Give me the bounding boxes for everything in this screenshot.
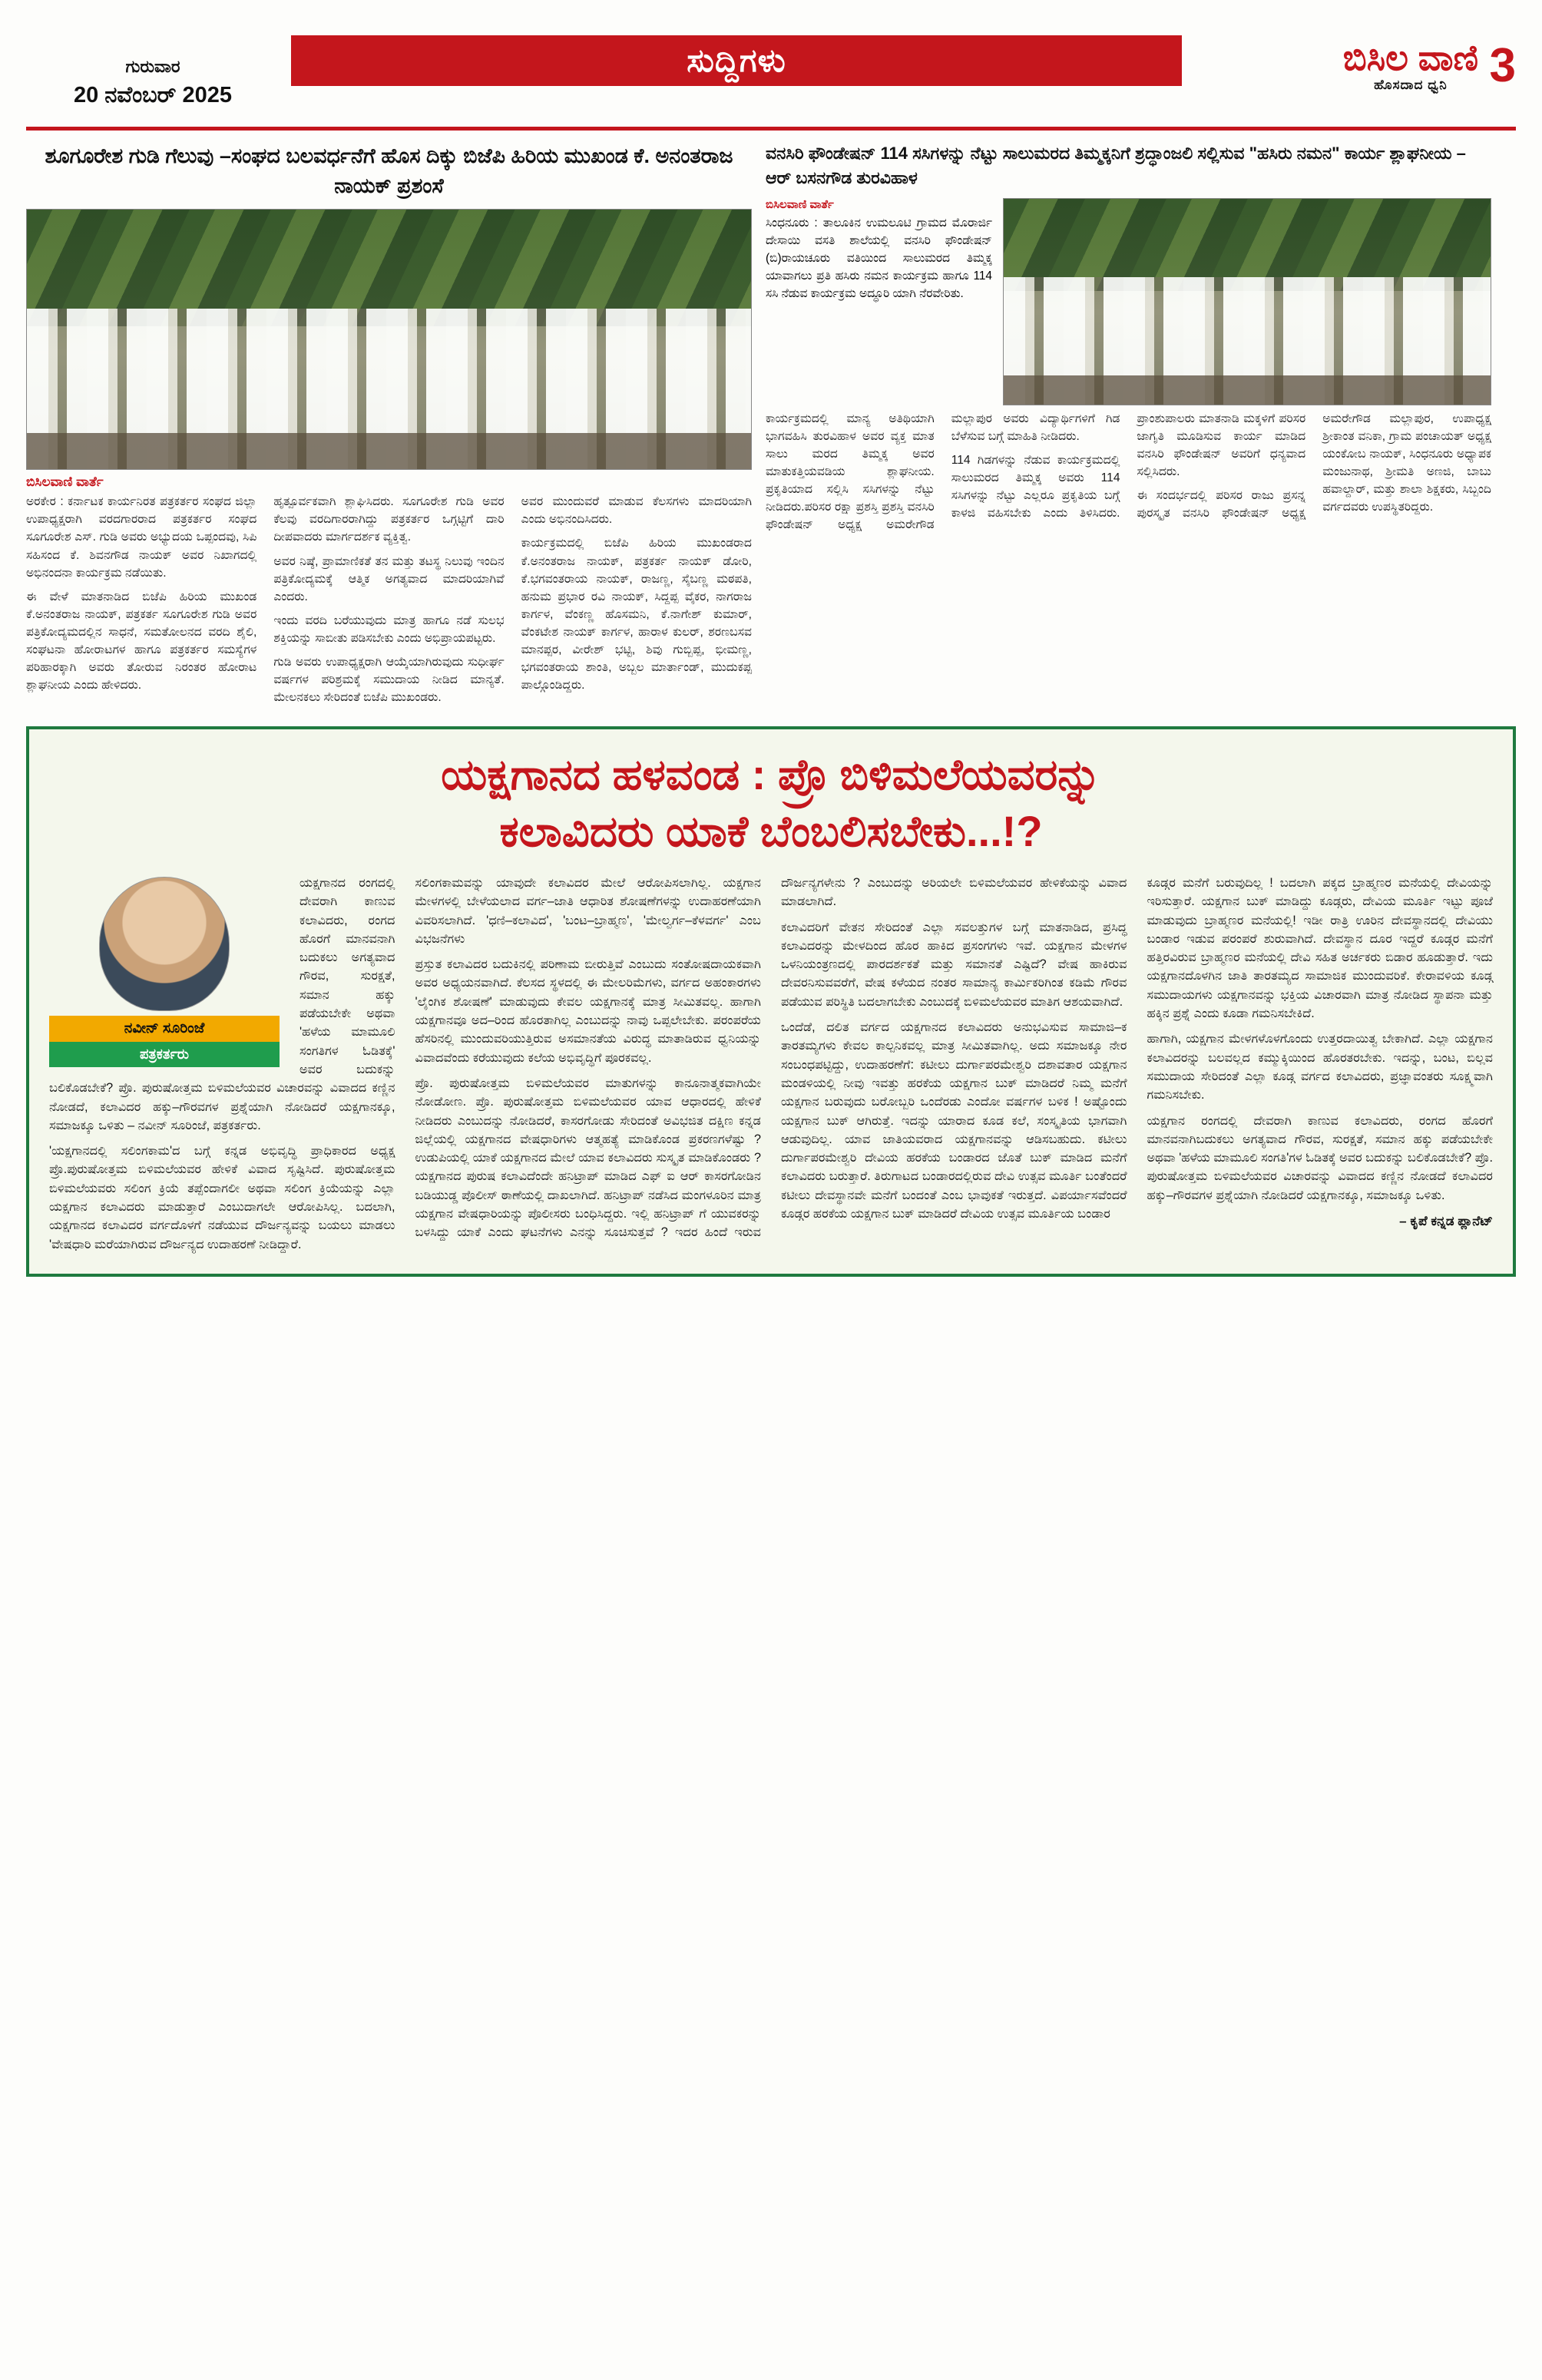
page-number: 3 (1489, 38, 1516, 92)
paragraph: ಯಕ್ಷಗಾನದ ರಂಗದಲ್ಲಿ ದೇವರಾಗಿ ಕಾಣುವ ಕಲಾವಿದರು, ರಂಗದ ಹೊರಗೆ ಮಾನವನಾಗಿ ಬದುಕಲು ಅಗತ್ಯವಾದ ಗೌರವ, ಸುರಕ್ಷತೆ, ಸಮಾನ ಹಕ್ಕು ಪಡೆಯಬೇಕೇ ಅಥವಾ 'ಹಳೆಯ ಮಾಮೂಲಿ ಸಂಗತಿಗಳ ಓಡಿತಕ್ಕೆ' ಅವರ ಬದುಕನ್ನು ಬಲಿಕೊಡಬೇಕೆ? ಪ್ರೊ. ಪುರುಷೋತ್ತಮ ಬಿಳಿಮಲೆಯವರ ವಿಚಾರವನ್ನು ವಿವಾದದ ಕಣ್ಣಿನ ನೋಡದೆ, ಕಲಾವಿದರ ಹಕ್ಕು–ಗೌರವಗಳ ಪ್ರಶ್ನೆಯಾಗಿ ನೋಡಿದರೆ ಯಕ್ಷಗಾನಕ್ಕೂ, ಸಮಾಜಕ್ಕೂ ಒಳಿತು – ನವೀನ್ ಸೂರಿಂಜೆ, ಪತ್ರಕರ್ತರು. (49, 875, 395, 1132)
paragraph: ಕಲಾವಿದರಿಗೆ ವೇತನ ಸೇರಿದಂತೆ ಎಲ್ಲಾ ಸವಲತ್ತುಗಳ ಬಗ್ಗೆ ಮಾತನಾಡಿದ, ಪ್ರಸಿದ್ಧ ಕಲಾವಿದರನ್ನು ಮೇಳದಿಂದ ಹೊರ ಹಾಕಿದ ಪ್ರಸಂಗಗಳು ಇವೆ. ಯಕ್ಷಗಾನ ಮೇಳಗಳ ಒಳನಿಯಂತ್ರಣದಲ್ಲಿ ಪಾರದರ್ಶಕತೆ ಮತ್ತು ಸಮಾನತೆ ಎಷ್ಟಿದೆ? ವೇಷ ಹಾಕಿರುವ ದೇವರನಿಸುವವರೆಗೆ, ವೇಷ ಕಳೆಯದ ನಂತರ ಸಾಮಾನ್ಯ ಕಾರ್ಮಿಕರಿಗಿಂತ ಕಡಿಮೆ ಗೌರವ ಪಡೆಯುವ ಪರಿಸ್ಥಿತಿ ಬದಲಾಗಬೇಕು ಎಂಬುದಕ್ಕೆ ಬಿಳಿಮಲೆಯವರ ಮಾತಿಗ ಆಶಯವಾಗಿದೆ. (781, 920, 1127, 1009)
paragraph: ಕಾರ್ಯಕ್ರಮದಲ್ಲಿ ಮಾನ್ಯ ಅತಿಥಿಯಾಗಿ ಭಾಗವಹಿಸಿ ತುರವಿಹಾಳ ಅವರ ವ್ಯಕ್ತ ಮಾತ ಸಾಲು ಮರದ ತಿಮ್ಮಕ್ಕ ಅವರ ಮಾತುಕತ್ತಿಯವಡಿಯ ಶ್ಲಾಘನೀಯ. ಪ್ರಕೃತಿಯಾದ ಸಲ್ಲಿಸಿ ಸಸಿಗಳನ್ನು ನೆಟ್ಟು ನೀಡಿದರು.ಪರಿಸರ ರಕ್ಷಾ ಪ್ರಶಸ್ತಿ ಪ್ರಶಸ್ತಿ ವನಸಿರಿ ಫೌಂಡೇಷನ್ ಅಧ್ಯಕ್ಷ ಅಮರೇಗೌಡ ಮಲ್ಲಾಪುರ ಅವರು ವಿದ್ಯಾರ್ಥಿಗಳಿಗೆ ಗಿಡ ಬೆಳೆಸುವ ಬಗ್ಗೆ ಮಾಹಿತಿ ನೀಡಿದರು. (766, 412, 1120, 532)
story-right-photo (1003, 198, 1491, 405)
paragraph: 114 ಗಿಡಗಳನ್ನು ನೆಡುವ ಕಾರ್ಯಕ್ರಮದಲ್ಲಿ ಸಾಲುಮರದ ತಿಮ್ಮಕ್ಕ ಅವರು 114 ಸಸಿಗಳನ್ನು ನೆಟ್ಟು ಎಲ್ಲರೂ ಪ್ರಕೃತಿಯ ಬಗ್ಗೆ ಕಾಳಜಿ ವಹಿಸಬೇಕು ಎಂದು ತಿಳಿಸಿದರು. ಪ್ರಾಂಶುಪಾಲರು ಮಾತನಾಡಿ ಮಕ್ಕಳಿಗೆ ಪರಿಸರ ಜಾಗೃತಿ ಮೂಡಿಸುವ ಕಾರ್ಯ ಮಾಡಿದ ವನಸಿರಿ ಫೌಂಡೇಷನ್ ಅವರಿಗೆ ಧನ್ಯವಾದ ಸಲ್ಲಿಸಿದರು. (951, 412, 1306, 521)
publication-logo (1343, 40, 1478, 91)
story-left-photo (26, 209, 752, 470)
author-role: ಪತ್ರಕರ್ತರು (49, 1042, 280, 1067)
paragraph: ಕೂಡ್ಗರ ಮನೆಗೆ ಬರುವುದಿಲ್ಲ ! ಬದಲಾಗಿ ಪಕ್ಕದ ಬ್ರಾಹ್ಮಣರ ಮನೆಯಲ್ಲಿ ದೇವಿಯನ್ನು ಇರಿಸುತ್ತಾರೆ. ಯಕ್ಷಗಾನ ಬುಕ್ ಮಾಡಿದ್ದು ಕೂಡ್ಗರು, ದೇವಿಯ ಮೂರ್ತಿ ಇಟ್ಟು ಪೂಜೆ ಮಾಡುವುದು ಬ್ರಾಹ್ಮಣರ ಮನೆಯಲ್ಲಿ! ಇಡೀ ರಾತ್ರಿ ಊರಿನ ದೇವಸ್ಥಾನದಲ್ಲಿ ದೇವಿಯು ಬಂಡಾರ ಇಡುವ ಪರಂಪರೆ ಶುರುವಾಗಿದೆ. ದೇವಸ್ಥಾನ ದೂರ ಇದ್ದರೆ ಕೂಡ್ಗರ ಮನೆಗೆ ಹತ್ತಿರವಿರುವ ಬ್ರಾಹ್ಮಣರ ಮನೆಯಲ್ಲಿ ದೇವಿ ಸಹಿತ ಅರ್ಚಕರು ಬಿಡಾರ ಹೂಡುತ್ತಾರೆ. ಇದು ಯಕ್ಷಗಾನದೊಳಗಿನ ಜಾತಿ ತಾರತಮ್ಯದ ಸಾಮಾಜಿಕ ಮುಂದುವರಿಕೆ. ಕೇರಾವಳಿಯ ಕೂಡ್ಗ ಸಮುದಾಯಗಳು ಯಕ್ಷಗಾನವನ್ನು ಭಕ್ತಿಯ ವಿಚಾರವಾಗಿ ಮಾತ್ರ ನೋಡಿದ ಸ್ಥಾಪನಾ ಮತ್ತು ಹಕ್ಕಿನ ಪ್ರಶ್ನೆ ಎಂದು ಕೂಡಾ ಗಮನಿಸಬೇಕಿದೆ. (1147, 875, 1493, 1021)
paragraph: ಈ ಸಂದರ್ಭದಲ್ಲಿ ಪರಿಸರ ರಾಜು ಪ್ರಸನ್ನ ಪುರಸ್ಕೃತ ವನಸಿರಿ ಫೌಂಡೇಷನ್ ಅಧ್ಯಕ್ಷ ಅಮರೇಗೌಡ ಮಲ್ಲಾಪುರ, ಉಪಾಧ್ಯಕ್ಷ ಶ್ರೀಕಾಂತ ವನಿಕಾ, ಗ್ರಾಮ ಪಂಚಾಯತ್ ಅಧ್ಯಕ್ಷ ಯಂಕೋಬ ನಾಯಕ್, ಸಿಂಧನೂರು ಅಧ್ಯಾಪಕ ಮಂಜುನಾಥ, ಶ್ರೀಮತಿ ಅಣಜಿ, ಬಾಬು ಹವಾಲ್ದಾರ್, ಮತ್ತು ಶಾಲಾ ಶಿಕ್ಷಕರು, ಸಿಬ್ಬಂದಿ ವರ್ಗದವರು ಉಪಸ್ಥಿತರಿದ್ದರು. (1137, 412, 1491, 521)
story-left-byline-tag: ಬಿಸಿಲವಾಣಿ ವಾರ್ತೆ (26, 474, 104, 490)
masthead-day: ಗುರುವಾರ (125, 57, 180, 76)
paragraph: ಕಾರ್ಯಕ್ರಮದಲ್ಲಿ ಬಿಜೆಪಿ ಹಿರಿಯ ಮುಖಂಡರಾದ ಕೆ.ಅನಂತರಾಜ ನಾಯಕ್, ಪತ್ರಕರ್ತ ನಾಯಕ್ ಡೋರಿ, ಕೆ.ಭಗವಂತರಾಯ ನಾಯಕ್, ರಾಜಣ್ಣ, ಸೈಬಣ್ಣ ಮಠಪತಿ, ಹನುಮ ಪ್ರಭಾರ ರವಿ ನಾಯಕ್, ಸಿದ್ದಪ್ಪ ವೈಕರ, ನಾಗರಾಜ ಕಾರ್ಗಳ, ವೆಂಕಣ್ಣ ಹೊಸಮನಿ, ಕೆ.ನಾಗೇಶ್ ಕುಮಾರ್, ವೆಂಕಟೇಶ ನಾಯಕ್ ಕಾರ್ಗಳ, ಹಾರಾಳ ಕುಲರ್, ಶರಣಬಸವ ಮಾನಪ್ಪರ, ವೀರೇಶ್ ಭಟ್ಟಿ, ಶಿವು ಗುಬ್ಬಿಪ್ಪ, ಭೀಮಣ್ಣ, ಭಗವಂತರಾಯ ಶಾಂತಿ, ಅಬ್ಬಲ ಮಾರ್ತಾಂಡ್, ಮುದುಕಪ್ಪ ಪಾಲ್ಗೊಂಡಿದ್ದರು. (521, 537, 752, 693)
story-right-photo-col (1003, 198, 1491, 405)
masthead-center (280, 21, 1193, 112)
photo-foreground (1004, 375, 1491, 405)
feature-headline-line1: ಯಕ್ಷಗಾನದ ಹಳವಂಡ : ಪ್ರೊ ಬಿಳಿಮಲೆಯವರನ್ನು (441, 750, 1101, 799)
masthead-date-block (26, 21, 280, 113)
paragraph: ಒಂದೆಡೆ, ದಲಿತ ವರ್ಗದ ಯಕ್ಷಗಾನದ ಕಲಾವಿದರು ಅನುಭವಿಸುವ ಸಾಮಾಜಿ–ಕ ತಾರತಮ್ಯಗಳು ಕೇವಲ ಕಾಲ್ಪನಿಕವಲ್ಲ ಮಾತ್ರ ಸೀಮಿತವಾಗಿಲ್ಲ. ಅದು ಸಮಾಜಕ್ಕೂ ನೇರ ಸಂಬಂಧಪಟ್ಟಿದ್ದು, ಉದಾಹರಣೆಗೆ: ಕಟೀಲು ದುರ್ಗಾಪರಮೇಶ್ವರಿ ದಶಾವತಾರ ಯಕ್ಷಗಾನ ಮಂಡಳಿಯಲ್ಲಿ ನೀವು ಇವತ್ತು ಹರಕೆಯ ಯಕ್ಷಗಾನ ಬುಕ್ ಮಾಡಿದರೆ ನಿಮ್ಮ ಮನೆಗೆ ಯಕ್ಷಗಾನ ಬರುವುದು ಬರೋಬ್ಬರಿ ಒಂದೆರಡು ಎಂದೋ ವರ್ಷಗಳ ಬಳಿಕ ! ಅಷ್ಟೊಂದು ಯಕ್ಷಗಾನ ಬುಕ್ ಆಗಿರುತ್ತೆ. ಇದನ್ನು ಯಾರಾದ ಕೂಡ ಕಲೆ, ಸಂಸ್ಕೃತಿಯ ಭಾಗವಾಗಿ ಆಡುವುದಿಲ್ಲ. ಯಾವ ಜಾತಿಯವರಾದ ಯಕ್ಷಗಾನವನ್ನು ಆಡಿಸಬಹುದು. ಕಟೀಲು ದುರ್ಗಾಪರಮೇಶ್ವರಿ ದೇವಿಯ ಹರಕೆಯ ಬಂಡಾರದ ಜೊತೆ ಬುಕ್ ಮಾಡಿದ ಮನೆಗೆ ಕಲಾವಿದರು ಬರುತ್ತಾರೆ. ತಿರುಗಾಟದ ಬಂಡಾರದಲ್ಲಿರುವ ದೇವಿ ಉತ್ಸವ ಮೂರ್ತಿ ಬಂತೆಂದರೆ ಕಟೀಲು ದೇವಸ್ಥಾನವೇ ಮನೆಗೆ ಬಂದಂತೆ ಎಂಬ ಭಾವುಕತೆ ಇರುತ್ತದೆ. ವಿಪರ್ಯಾಸವೆಂದರೆ ಕೂಡ್ಗರ ಹರಕೆಯ ಯಕ್ಷಗಾನ ಬುಕ್ ಮಾಡಿದರೆ ದೇವಿಯ ಉತ್ಸವ ಮೂರ್ತಿಯ ಬಂಡಾರ (781, 1020, 1127, 1221)
story-right-body (766, 410, 1491, 534)
paragraph: ಈ ವೇಳೆ ಮಾತನಾಡಿದ ಬಿಜೆಪಿ ಹಿರಿಯ ಮುಖಂಡ ಕೆ.ಅನಂತರಾಜ ನಾಯಕ್, ಪತ್ರಕರ್ತ ಸೂಗೂರೇಶ ಗುಡಿ ಅವರ ಪತ್ರಿಕೋದ್ಯಮದಲ್ಲಿನ ಸಾಧನೆ, ಸಮತೋಲನದ ವರದಿ ಶೈಲಿ, ಸಂಘಟನಾ ಹೋರಾಟಗಳ ಹಾಗೂ ಪತ್ರಕರ್ತರ ಸಮಸ್ಯೆಗಳ ಪರಿಹಾರಕ್ಕಾಗಿ ಅವರು ತೋರುವ ನಿರಂತರ ಹೋರಾಟ ಶ್ಲಾಘನೀಯ ಎಂದು ಹೇಳಿದರು. (26, 590, 257, 693)
story-left (26, 141, 752, 706)
paragraph: ಹಾಗಾಗಿ, ಯಕ್ಷಗಾನ ಮೇಳಗಳೊಳಗೊಂದು ಉತ್ತರದಾಯಿತ್ವ ಬೇಕಾಗಿದೆ. ಎಲ್ಲಾ ಯಕ್ಷಗಾನ ಕಲಾವಿದರನ್ನು ಬಲವಲ್ಲದ ಕಮ್ಮುಕ್ಕಿಯಿಂದ ಹೊರತರಬೇಕು. ಇದನ್ನು, ಬಂಟ, ಬಿಲ್ಲವ ಸಮುದಾಯ ಸೇರಿದಂತೆ ಎಲ್ಲಾ ಕೂಡ್ಗ ವರ್ಗದ ಕಲಾವಿದರು, ಪ್ರಜ್ಞಾವಂತರು ಸೂಕ್ಷ್ಮವಾಗಿ ಗಮನಿಸಬೇಕು. (1147, 1032, 1493, 1102)
paragraph: 'ಯಕ್ಷಗಾನದಲ್ಲಿ ಸಲಿಂಗಕಾಮ'ದ ಬಗ್ಗೆ ಕನ್ನಡ ಅಭಿವೃದ್ಧಿ ಪ್ರಾಧಿಕಾರದ ಅಧ್ಯಕ್ಷ ಪ್ರೊ.ಪುರುಷೋತ್ತಮ ಬಿಳಿಮಲೆಯವರ ಹೇಳಿಕೆ ವಿವಾದ ಸೃಷ್ಟಿಸಿದೆ. ಪುರುಷೋತ್ತಮ ಬಿಳಿಮಲೆಯವರು ಸಲಿಂಗ ಕ್ರಿಯೆ ತಪ್ಪೆಂದಾಗಲೀ ಅಥವಾ ಸಲಿಂಗ ಕ್ರಿಯೆಯನ್ನು ಎಲ್ಲಾ ಯಕ್ಷಗಾನ ಕಲಾವಿದರು ಮಾಡುತ್ತಾರೆ ಎಂಬುದಾಗಲೇ ಆರೋಪಿಸಿಲ್ಲ. ಬದಲಾಗಿ, ಯಕ್ಷಗಾನದ ಕಲಾವಿದರ ವರ್ಗದೊಳಗೆ ನಡೆಯುವ ದೌರ್ಜನ್ಯವನ್ನು ಬಯಲು ಮಾಡಲು 'ವೇಷಧಾರಿ ಮರೆಯಾಗಿರುವ ದೌರ್ಜನ್ಯದ ಉದಾಹರಣೆ ನೀಡಿದ್ದಾರೆ. (49, 1144, 395, 1251)
feature-article (26, 726, 1516, 1277)
paragraph: ಪ್ರೊ. ಪುರುಷೋತ್ತಮ ಬಿಳಿಮಲೆಯವರ ಮಾತುಗಳನ್ನು ಕಾನೂನಾತ್ಮಕವಾಗಿಯೇ ನೋಡೋಣ. ಪ್ರೊ. ಪುರುಷೋತ್ತಮ ಬಿಳಿಮಲೆಯವರ ಯಾವ ಆಧಾರದಲ್ಲಿ ಹೇಳಿಕೆ ನೀಡಿದರು ಎಂಬುದನ್ನು ನೋಡಿದರೆ, ಕಾಸರಗೋಡು ಸೇರಿದಂತೆ ಅವಿಭಜಿತ ದಕ್ಷಿಣ ಕನ್ನಡ ಜಿಲ್ಲೆಯಲ್ಲಿ ಯಕ್ಷಗಾನದ ವೇಷಧಾರಿಗಳು ಆತ್ಮಹತ್ಯೆ ಮಾಡಿಕೊಂಡ ಪ್ರಕರಣಗಳೆಷ್ಟು ? ಉಡುಪಿಯಲ್ಲಿ ಯಾಕೆ ಯಕ್ಷಗಾನದ ಮೇಲೆ ಯಾವ ಕಲಾವಿದರು ಸುಸ್ಕೃತ ಮಾಡಿಕೊಂಡರು ? ಯಕ್ಷಗಾನದ ಪುರುಷ ಕಲಾವಿದೆಂದೇ ಹನಿಟ್ರಾಪ್ ಮಾಡಿದ ಎಫ್ ಐ ಆರ್ ಕಾಸರಗೋಡಿನ ಬಡಿಯುಡ್ಡ ಪೊಲೀಸ್ ಠಾಣೆಯಲ್ಲಿ ದಾಖಲಾಗಿದೆ. ಹನಿಟ್ರಾಪ್ ನಡೆಸಿದ ಮಂಗಳೂರಿನ ಮಾತ್ರ ಯಕ್ಷಗಾನ ವೇಷಧಾರಿಯನ್ನು ಪೊಲೀಸರು ಬಂಧಿಸಿದ್ದರು. ಇಲ್ಲಿ ಹನಿಟ್ರಾಪ್ ಗೆ ಯುವಕರನ್ನು ಬಳಸಿದ್ದು ಯಾಕೆ ಎಂದು ಘಟನೆಗಳು ಎನನ್ನು ಸೂಚಿಸುತ್ತವೆ ? ಇದರ ಹಿಂದೆ ಇರುವ ದೌರ್ಜನ್ಯಗಳೇನು ? ಎಂಬುದನ್ನು ಅರಿಯಲೇ ಬಿಳಿಮಲೆಯವರ ಹೇಳಿಕೆಯನ್ನು ವಿವಾದ ಮಾಡಲಾಗಿದೆ. (415, 875, 1127, 1240)
section-title: ಸುದ್ದಿಗಳು (687, 41, 786, 78)
masthead-date: 20 ನವೆಂಬರ್ 2025 (73, 83, 232, 107)
story-left-headline: ಶೂಗೂರೇಶ ಗುಡಿ ಗೆಲುವು –ಸಂಘದ ಬಲವರ್ಧನೆಗೆ ಹೊಸ ದಿಕ್ಕು ಬಿಜೆಪಿ ಹಿರಿಯ ಮುಖಂಡ ಕೆ. ಅನಂತರಾಜ ನಾಯಕ್ ಪ್ರಶಂಸೆ (45, 144, 733, 198)
publication-name: ಬಿಸಿಲ ವಾಣಿ (1342, 38, 1479, 78)
feature-body (49, 874, 1493, 1254)
feature-headline-line2: ಕಲಾವಿದರು ಯಾಕೆ ಬೆಂಬಲಿಸಬೇಕು...!? (499, 807, 1043, 856)
story-left-body (26, 493, 752, 706)
story-right-top (766, 198, 1491, 405)
feature-headline (49, 746, 1493, 860)
photo-foreground (27, 433, 751, 469)
story-right-byline-tag: ಬಿಸಿಲವಾಣಿ ವಾರ್ತೆ (766, 197, 834, 211)
masthead (26, 21, 1516, 131)
story-right-headline: ವನಸಿರಿ ಫೌಂಡೇಷನ್ 114 ಸಸಿಗಳನ್ನು ನೆಟ್ಟು ಸಾಲುಮರದ ತಿಮ್ಮಕ್ಕನಿಗೆ ಶ್ರದ್ಧಾಂಜಲಿ ಸಲ್ಲಿಸುವ "ಹಸಿರು ನಮನ" ಕಾರ್ಯ ಶ್ಲಾಘನೀಯ – ಆರ್ ಬಸನಗೌಡ ತುರವಿಹಾಳ (766, 144, 1466, 187)
publication-tagline: ಹೊಸದಾದ ಧ್ವನಿ (1374, 78, 1448, 92)
masthead-logo-block (1193, 21, 1516, 91)
paragraph: ಅವರ ಮುಂದುವರೆ ಮಾಡುವ ಕೆಲಸಗಳು ಮಾದರಿಯಾಗಿ ಎಂದು ಅಭಿನಂದಿಸಿದರು. (521, 495, 752, 527)
author-block (49, 877, 280, 1068)
section-banner (291, 35, 1182, 86)
story-right (766, 141, 1491, 706)
paragraph: ಪ್ರಸ್ತುತ ಕಲಾವಿದರ ಬದುಕಿನಲ್ಲಿ ಪರಿಣಾಮ ಬೀರುತ್ತಿವೆ ಎಂಬುದು ಸಂತೋಷದಾಯಕವಾಗಿ ಅವರ ಅಧ್ಯಯನವಾಗಿದೆ. ಕೆಲಸದ ಸ್ಥಳದಲ್ಲಿ ಈ ಮೇಲರಿಮೆಗಳು, ವರ್ಗದ ಅಹಂಕಾರಗಳು 'ಲೈಂಗಿಕ ಶೋಷಣೆ' ಮಾಡುವುದು ಕೇವಲ ಯಕ್ಷಗಾನಕ್ಕೆ ಮಾತ್ರ ಸೀಮಿತವಲ್ಲ. ಹಾಗಾಗಿ ಯಕ್ಷಗಾನವೂ ಅದ–ರಿಂದ ಹೊರತಾಗಿಲ್ಲ ಎಂಬುದನ್ನು ನಾವು ಒಪ್ಪಲೇಬೇಕು. ಪರಂಪರೆಯ ಹೆಸರಿನಲ್ಲಿ ಮುಂದುವರಿಯುತ್ತಿರುವ ಅಸಮಾನತೆಯ ವಿರುದ್ಧ ಮಾತಾಡಿರುವ ಧ್ವನಿಯನ್ನು ವಿವಾದವೆಂದು ಕರೆಯುವುದು ಕಲೆಯ ಅಭಿವೃದ್ಧಿಗೆ ಪೂರಕವಲ್ಲ. (415, 957, 761, 1065)
paragraph: ಗುಡಿ ಅವರು ಉಪಾಧ್ಯಕ್ಷರಾಗಿ ಆಯ್ಕೆಯಾಗಿರುವುದು ಸುಧೀರ್ಘ ವರ್ಷಗಳ ಪರಿಶ್ರಮಕ್ಕೆ ಸಮುದಾಯ ನೀಡಿದ ಮಾನ್ಯತೆ. ಮೇಲನಕಲು ಸೇರಿದಂತೆ ಬಿಜೆಪಿ ಮುಖಂಡರು. (273, 655, 505, 705)
author-name: ನವೀನ್ ಸೂರಿಂಜೆ (49, 1016, 280, 1043)
paragraph: ಅರಕೇರ : ಕರ್ನಾಟಕ ಕಾರ್ಯನಿರತ ಪತ್ರಕರ್ತರ ಸಂಘದ ಜಿಲ್ಲಾ ಉಪಾಧ್ಯಕ್ಷರಾಗಿ ವರದಗಾರರಾದ ಪತ್ರಕರ್ತರ ಸಂಘದ ಸೂಗೂರೇಶ ಎಸ್. ಗುಡಿ ಅವರು ಅಭ್ಯುದಯ ಒಪ್ಪಂದವು, ಸಿಪಿ ಸಹಿಸಂದ ಕೆ. ಶಿವನಗೌಡ ನಾಯಕ್ ಅವರ ನಿಖಾಗದಲ್ಲಿ ಅಭಿನಂದನಾ ಕಾರ್ಯಕ್ರಮ ನಡೆಯಿತು. (26, 495, 257, 580)
story-right-intro: ಸಿಂಧನೂರು : ತಾಲೂಕಿನ ಉಮಲೂಟಿ ಗ್ರಾಮದ ಮೊರಾರ್ಜಿ ದೇಸಾಯಿ ವಸತಿ ಶಾಲೆಯಲ್ಲಿ ವನಸಿರಿ ಫೌಂಡೇಷನ್ (ಬಿ)ರಾಯಚೂರು ವತಿಯಿಂದ ಸಾಲುಮರದ ತಿಮ್ಮಕ್ಕ ಯಾವಾಗಲು ಪ್ರತಿ ಹಸಿರು ನಮನ ಕಾರ್ಯಕ್ರಮ ಹಾಗೂ 114 ಸಸಿ ನೆಡುವ ಕಾರ್ಯಕ್ರಮ ಅದ್ಧೂರಿ ಯಾಗಿ ನೆರವೇರಿತು. (766, 216, 992, 301)
story-right-intro-col (766, 198, 992, 405)
top-stories (26, 141, 1516, 706)
feature-signoff: – ಕೃಪೆ ಕನ್ನಡ ಪ್ಲಾನೆಟ್ (1399, 1214, 1493, 1228)
paragraph: ಸಲಿಂಗಕಾಮವನ್ನು ಯಾವುದೇ ಕಲಾವಿದರ ಮೇಲೆ ಆರೋಪಿಸಲಾಗಿಲ್ಲ. ಯಕ್ಷಗಾನ ಮೇಳಗಳಲ್ಲಿ ಬೇಳೆಯಲಾದ ವರ್ಗ–ಜಾತಿ ಆಧಾರಿತ ಶೋಷಣೆಗಳನ್ನು ಉದಾಹರಣೆಯಾಗಿ ವಿವರಿಸಲಾಗಿದೆ. 'ಧಣಿ–ಕಲಾವಿದ', 'ಬಂಟ–ಬ್ರಾಹ್ಮಣ', 'ಮೇಲ್ವರ್ಗ–ಕೆಳವರ್ಗ' ಎಂಬ ವಿಭಜನೆಗಳು (415, 875, 761, 946)
paragraph: ಯಕ್ಷಗಾನ ರಂಗದಲ್ಲಿ ದೇವರಾಗಿ ಕಾಣುವ ಕಲಾವಿದರು, ರಂಗದ ಹೊರಗೆ ಮಾನವನಾಗಿಬದುಕಲು ಅಗತ್ಯವಾದ ಗೌರವ, ಸುರಕ್ಷತೆ, ಸಮಾನ ಹಕ್ಕು ಪಡೆಯಬೇಕೇ ಅಥವಾ 'ಹಳೆಯ ಮಾಮೂಲಿ ಸಂಗತಿ'ಗಳ ಓಡಿತಕ್ಕೆ ಅವರ ಬದುಕನ್ನು ಬಲಿಕೊಡಬೇಕೆ? ಪ್ರೊ. ಪುರುಷೋತ್ತಮ ಬಿಳಿಮಲೆಯವರ ವಿಚಾರವನ್ನು ವಿವಾದದ ಕಣ್ಣಿನ ನೋಡದೆ ಕಲಾವಿದರ ಹಕ್ಕು–ಗೌರವಗಳ ಪ್ರಶ್ನೆಯಾಗಿ ನೋಡಿದರೆ ಯಕ್ಷಗಾನಕ್ಕೂ, ಸಮಾಜಕ್ಕೂ ಒಳಿತು. (1147, 1113, 1493, 1202)
paragraph: ಅವರ ನಿಷ್ಠೆ, ಪ್ರಾಮಾಣಿಕತೆ ತನ ಮತ್ತು ತಟಸ್ಥ ನಿಲುವು ಇಂದಿನ ಪತ್ರಿಕೋದ್ಯಮಕ್ಕೆ ಆತ್ಮಿಕ ಅಗತ್ಯವಾದ ಮಾದರಿಯಾಗಿವೆ ಎಂದರು. (273, 554, 505, 603)
paragraph: ಹೃತ್ಪೂರ್ವಕವಾಗಿ ಶ್ಲಾಘಿಸಿದರು. ಸೂಗೂರೇಶ ಗುಡಿ ಅವರ ಕೆಲವು ವರದಿಗಾರರಾಗಿದ್ದು ಪತ್ರಕರ್ತರ ಒಗ್ಗಟ್ಟಿಗೆ ದಾರಿ ದೀಪವಾದರು ಮಾರ್ಗದರ್ಶಕ ವ್ಯಕ್ತಿತ್ವ. (273, 495, 505, 544)
author-photo (99, 877, 230, 1011)
paragraph: ಇಂದು ವರದಿ ಬರೆಯುವುದು ಮಾತ್ರ ಹಾಗೂ ನಡೆ ಸುಲಭ ಶಕ್ತಿಯನ್ನು ಸಾಬೀತು ಪಡಿಸಬೇಕು ಎಂದು ಅಭಿಪ್ರಾಯಪಟ್ಟರು. (273, 613, 505, 645)
